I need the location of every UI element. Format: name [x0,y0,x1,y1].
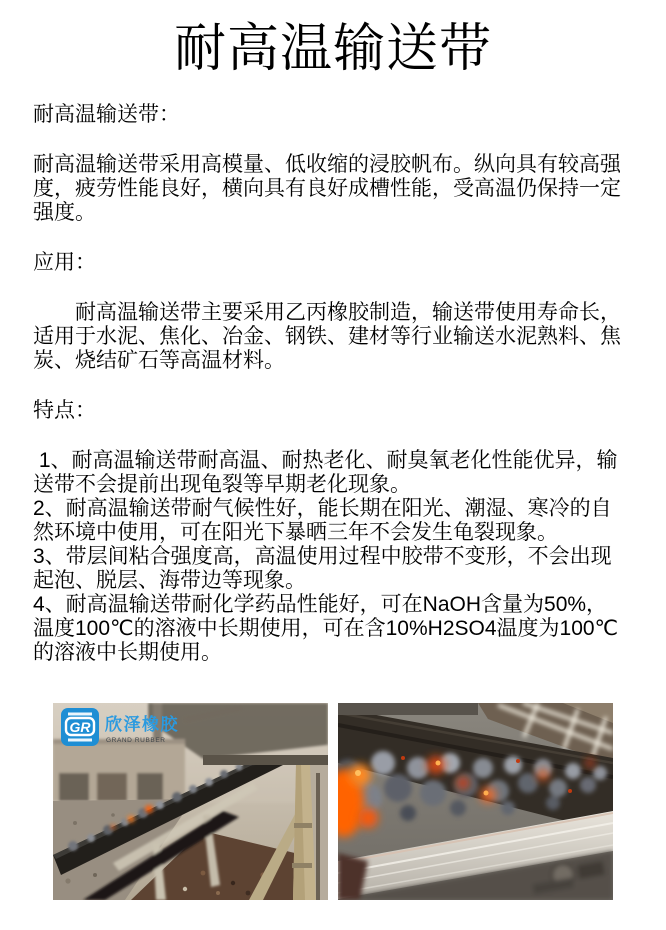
application-heading: 应用： [33,251,96,274]
feature-item-4: 4、耐高温输送带耐化学药品性能好，可在NaOH含量为50%，温度100℃的溶液中长期使用，可在含10%H2SO4温度为100℃的溶液中长期使用。 [33,593,619,664]
feature-item-3: 3、带层间粘合强度高，高温使用过程中胶带不变形，不会出现起泡、脱层、海带边等现象。 [33,545,612,592]
gr-monogram: GR [69,719,91,735]
intro-paragraph: 耐高温输送带采用高模量、低收缩的浸胶帆布。纵向具有较高强度，疲劳性能良好，横向具有良好成槽性能，受高温仍保持一定强度。 [33,153,621,224]
features-heading: 特点： [33,399,96,422]
page-title: 耐高温输送带 [173,20,492,78]
photo-factory-conveyor [53,703,328,900]
feature-list [33,449,627,665]
article-body [33,103,627,665]
feature-item-1: 1、耐高温输送带耐高温、耐热老化、耐臭氧老化性能优异，输送带不会提前出现龟裂等早期老化现象。 [33,449,618,496]
application-paragraph: 耐高温输送带主要采用乙丙橡胶制造，输送带使用寿命长，适用于水泥、焦化、冶金、钢铁、建材等行业输送水泥熟料、焦炭、烧结矿石等高温材料。 [33,301,621,372]
photo-row [53,703,666,900]
photo-hot-sinter-closeup [338,703,613,900]
logo-name-cn: 欣泽橡胶 [105,715,179,734]
logo-name-en: GRAND RUBBER [106,737,166,744]
intro-heading: 耐高温输送带： [33,103,180,126]
feature-item-2: 2、耐高温输送带耐气候性好，能长期在阳光、潮湿、寒冷的自然环境中使用，可在阳光下暴晒三年不会发生龟裂现象。 [33,497,612,544]
